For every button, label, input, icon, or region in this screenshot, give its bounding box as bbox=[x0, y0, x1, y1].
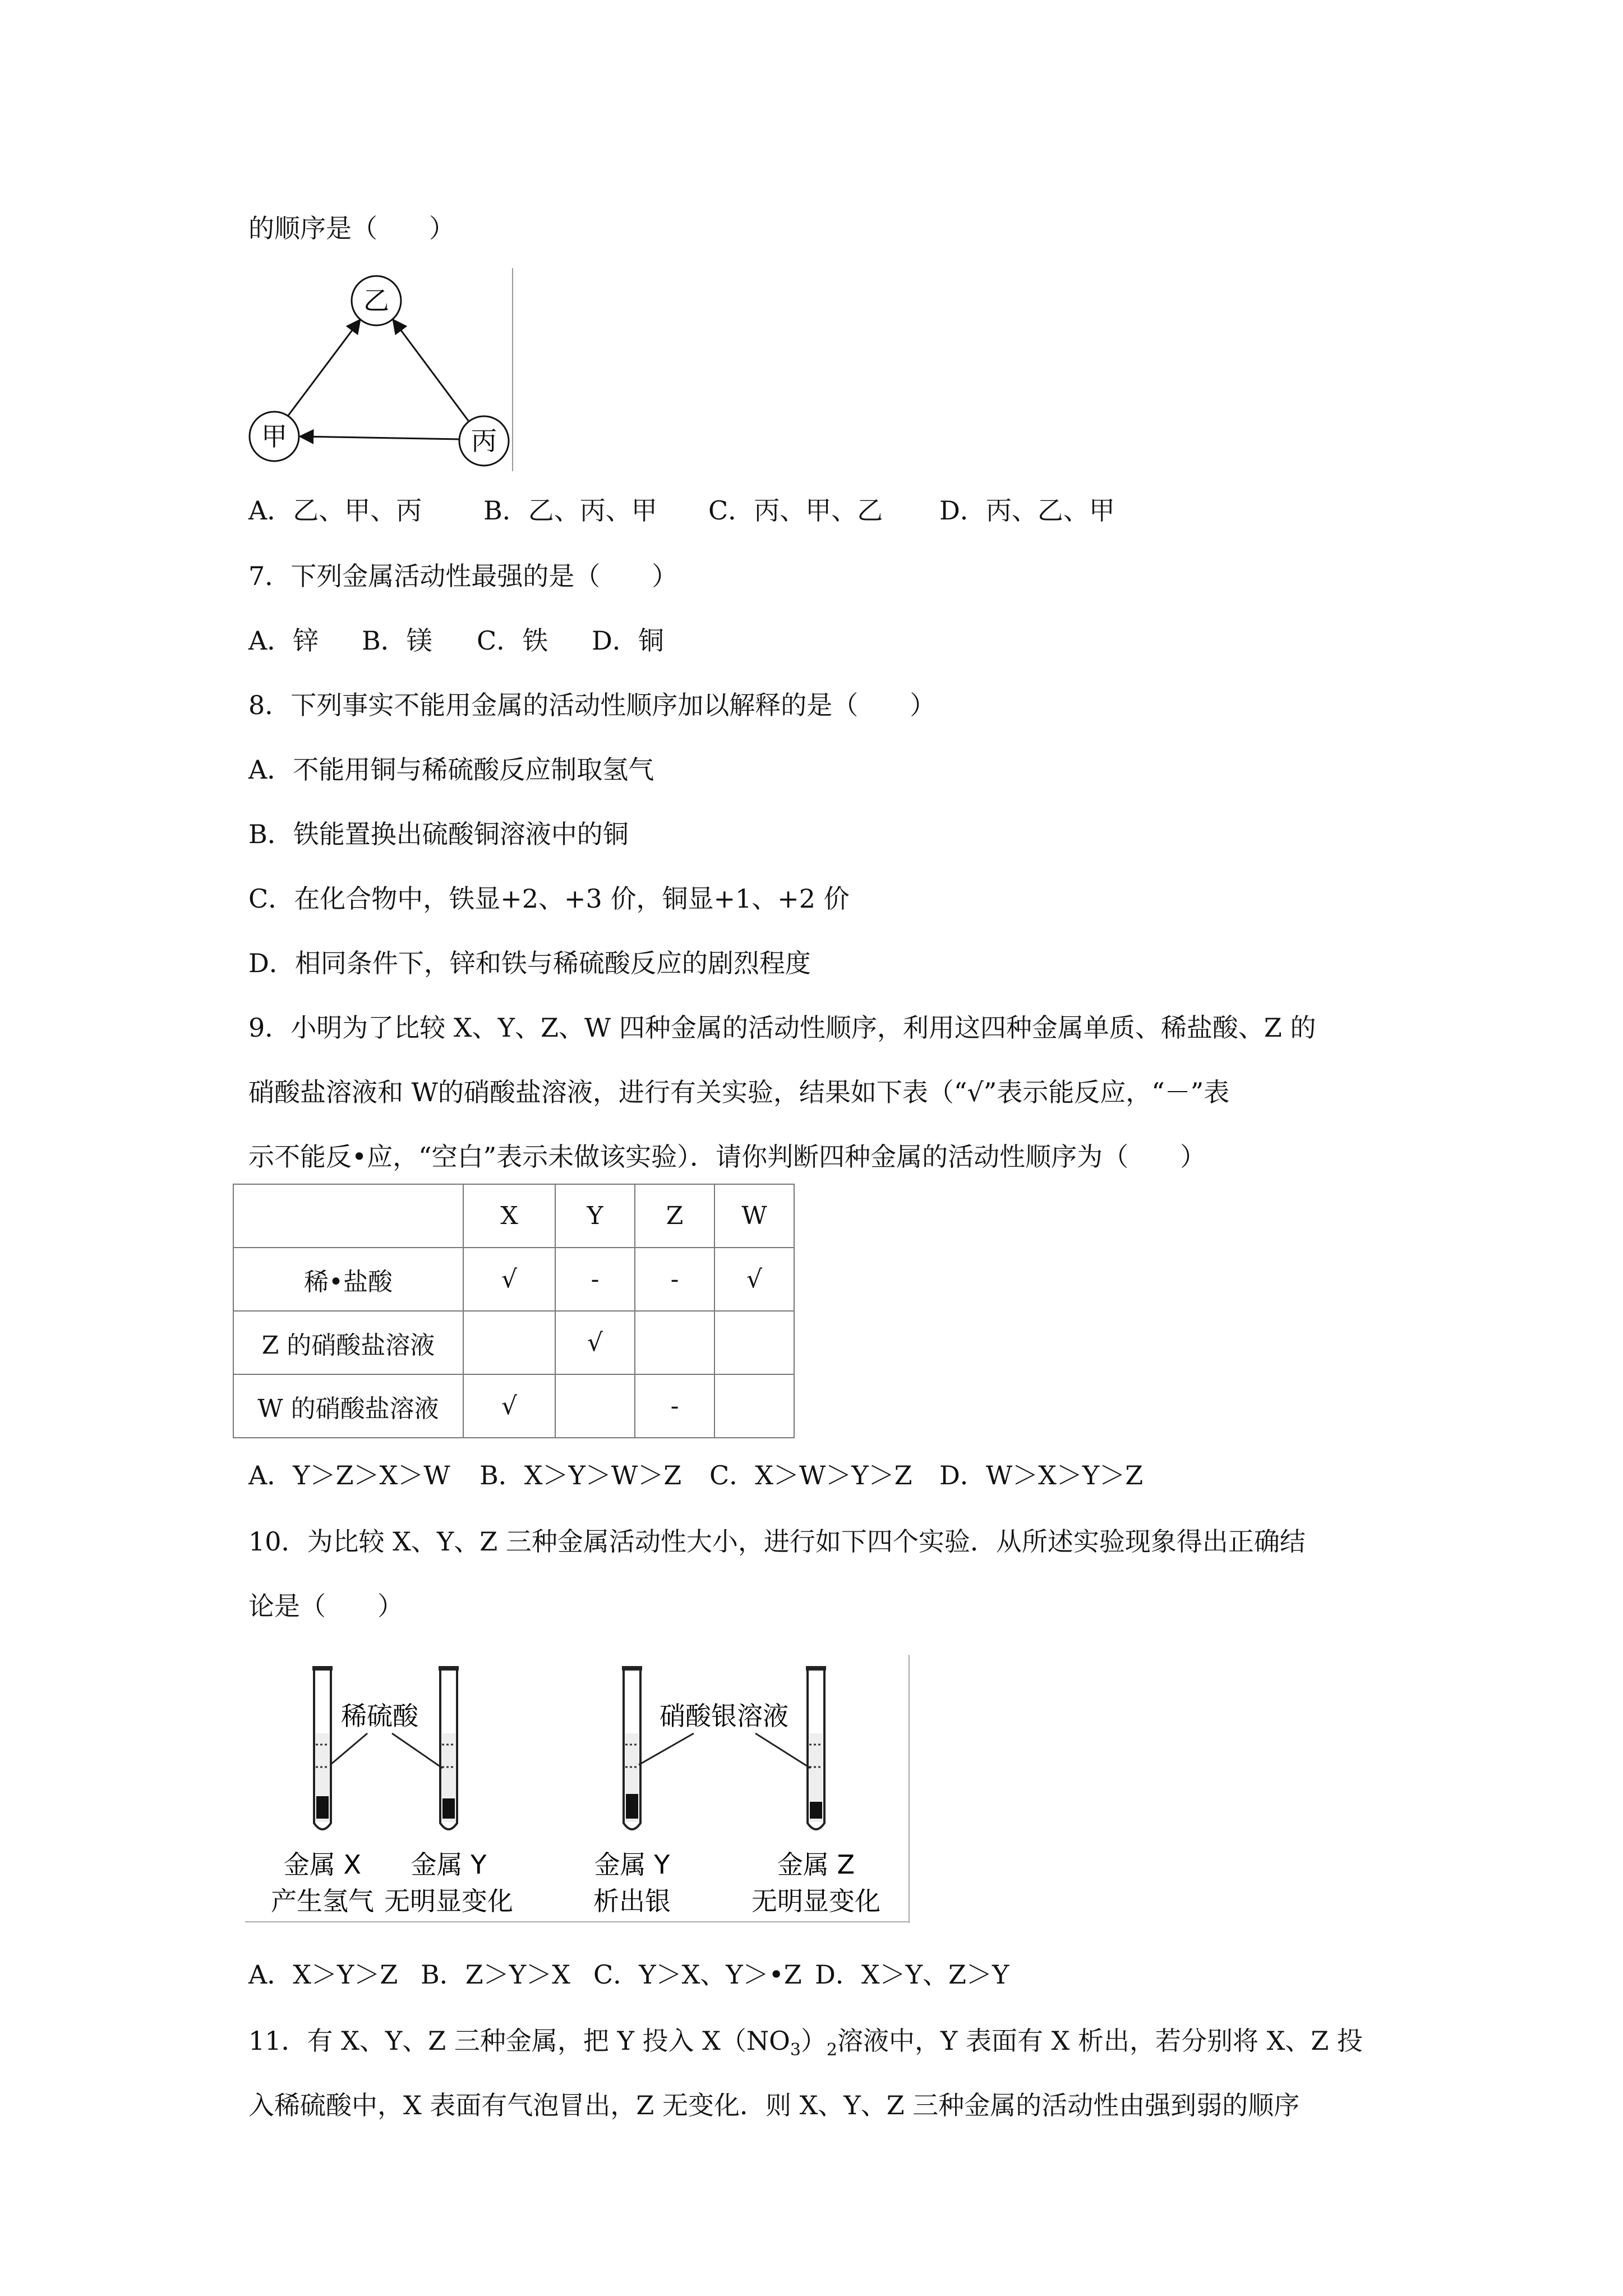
q10-stem-line-2: 论是（ ） bbox=[248, 1591, 403, 1621]
q9-stem-line-1: 9．小明为了比较 X、Y、Z、W 四种金属的活动性顺序，利用这四种金属单质、稀盐酸、Z 的 bbox=[248, 1013, 1316, 1043]
q6-option-a: A．乙、甲、丙 bbox=[248, 495, 422, 526]
q9-stem-line-3: 示不能反•应，“空白”表示未做该实验）．请你判断四种金属的活动性顺序为（ ） bbox=[248, 1142, 1206, 1172]
table-cell bbox=[714, 1374, 794, 1438]
tube-4-result: 无明显变化 bbox=[751, 1886, 880, 1916]
test-tube-4 bbox=[806, 1666, 826, 1829]
q10-option-d: D．X＞Y、Z＞Y bbox=[815, 1959, 1009, 1990]
table-row-label: Z 的硝酸盐溶液 bbox=[233, 1311, 463, 1374]
q10-option-a: A．X＞Y＞Z bbox=[248, 1959, 398, 1990]
q8-option-d: D．相同条件下，锌和铁与稀硫酸反应的剧烈程度 bbox=[248, 948, 811, 978]
tube-1-result: 产生氢气 bbox=[271, 1886, 374, 1916]
table-header-row bbox=[233, 1184, 794, 1248]
table-header-cell: X bbox=[463, 1184, 555, 1248]
test-tube-2 bbox=[439, 1666, 459, 1829]
arrow-bing-to-yi bbox=[393, 320, 468, 421]
tube-2-metal: 金属 Y bbox=[411, 1849, 487, 1880]
q9-option-b: B．X＞Y＞W＞Z bbox=[479, 1460, 682, 1490]
q11-line-1-close-paren: ） bbox=[800, 2026, 827, 2056]
tube-2-result: 无明显变化 bbox=[384, 1886, 513, 1916]
table-cell: √ bbox=[555, 1311, 635, 1374]
q10-stem-line-1: 10．为比较 X、Y、Z 三种金属活动性大小，进行如下四个实验．从所述实验现象得出正确结 bbox=[248, 1526, 1306, 1557]
q11-line-1-part-a: 11．有 X、Y、Z 三种金属，把 Y 投入 X（NO bbox=[248, 2026, 790, 2056]
q7-option-d: D．铜 bbox=[592, 625, 664, 656]
table-cell: √ bbox=[714, 1248, 794, 1311]
q7-option-b: B．镁 bbox=[362, 625, 432, 656]
tube-1-metal: 金属 X bbox=[283, 1849, 362, 1880]
q6-cycle-diagram bbox=[244, 268, 519, 471]
test-tube-3 bbox=[622, 1666, 642, 1829]
q8-option-b: B．铁能置换出硫酸铜溶液中的铜 bbox=[248, 819, 629, 849]
q10-test-tubes-figure bbox=[245, 1655, 912, 1924]
q6-stem-tail: 的顺序是（ ） bbox=[248, 213, 455, 243]
arrow-jia-to-yi bbox=[288, 320, 360, 416]
arrow-bing-to-jia bbox=[300, 436, 459, 439]
table-row-label: W 的硝酸盐溶液 bbox=[233, 1374, 463, 1438]
q6-option-b: B．乙、丙、甲 bbox=[483, 495, 657, 526]
q10-option-c: C．Y＞X、Y＞•Z bbox=[593, 1959, 802, 1990]
q7-option-c: C．铁 bbox=[477, 625, 548, 656]
table-cell bbox=[233, 1184, 463, 1248]
q8-option-c: C．在化合物中，铁显+2、+3 价，铜显+1、+2 价 bbox=[248, 884, 850, 914]
q11-line-2: 入稀硫酸中，X 表面有气泡冒出，Z 无变化．则 X、Y、Z 三种金属的活动性由强到弱的顺序 bbox=[248, 2090, 1300, 2120]
tube-3-metal: 金属 Y bbox=[594, 1849, 670, 1880]
table-row bbox=[233, 1248, 794, 1311]
node-yi-label: 乙 bbox=[363, 286, 389, 316]
q9-result-table bbox=[233, 1184, 795, 1438]
q6-option-d: D．丙、乙、甲 bbox=[939, 495, 1115, 526]
table-cell: - bbox=[635, 1374, 714, 1438]
table-row bbox=[233, 1311, 794, 1374]
q9-stem-line-2: 硝酸盐溶液和 W的硝酸盐溶液，进行有关实验，结果如下表（“√”表示能反应，“－”表 bbox=[248, 1077, 1230, 1107]
q7-stem: 7．下列金属活动性最强的是（ ） bbox=[248, 561, 678, 591]
node-bing-label: 丙 bbox=[471, 426, 497, 456]
table-cell bbox=[463, 1311, 555, 1374]
table-header-cell: Z bbox=[635, 1184, 714, 1248]
table-cell bbox=[714, 1311, 794, 1374]
table-cell bbox=[635, 1311, 714, 1374]
q10-option-b: B．Z＞Y＞X bbox=[421, 1959, 570, 1990]
tube-3-result: 析出银 bbox=[593, 1886, 671, 1916]
tube-4-metal: 金属 Z bbox=[777, 1849, 855, 1880]
table-cell: - bbox=[635, 1248, 714, 1311]
q9-option-a: A．Y＞Z＞X＞W bbox=[248, 1460, 450, 1490]
silver-nitrate-label: 硝酸银溶液 bbox=[660, 1701, 789, 1731]
table-cell: - bbox=[555, 1248, 635, 1311]
subscript-2: 2 bbox=[826, 2040, 837, 2060]
table-row bbox=[233, 1374, 794, 1438]
q8-stem: 8．下列事实不能用金属的活动性顺序加以解释的是（ ） bbox=[248, 690, 936, 720]
q9-option-d: D．W＞X＞Y＞Z bbox=[939, 1460, 1144, 1490]
table-header-cell: Y bbox=[555, 1184, 635, 1248]
acid-label: 稀硫酸 bbox=[341, 1701, 418, 1731]
table-row-label: 稀•盐酸 bbox=[233, 1248, 463, 1311]
q9-option-c: C．X＞W＞Y＞Z bbox=[709, 1460, 912, 1490]
table-header-cell: W bbox=[714, 1184, 794, 1248]
table-cell: √ bbox=[463, 1374, 555, 1438]
node-jia-label: 甲 bbox=[261, 421, 287, 452]
q7-option-a: A．锌 bbox=[248, 625, 319, 656]
table-cell bbox=[555, 1374, 635, 1438]
subscript-3: 3 bbox=[790, 2040, 801, 2060]
q11-line-1 bbox=[248, 2024, 1363, 2067]
q6-option-c: C．丙、甲、乙 bbox=[708, 495, 883, 526]
q11-line-1-part-b: 溶液中，Y 表面有 X 析出，若分别将 X、Z 投 bbox=[837, 2026, 1363, 2056]
q8-option-a: A．不能用铜与稀硫酸反应制取氢气 bbox=[248, 754, 654, 785]
table-cell: √ bbox=[463, 1248, 555, 1311]
test-tube-1 bbox=[312, 1666, 333, 1829]
